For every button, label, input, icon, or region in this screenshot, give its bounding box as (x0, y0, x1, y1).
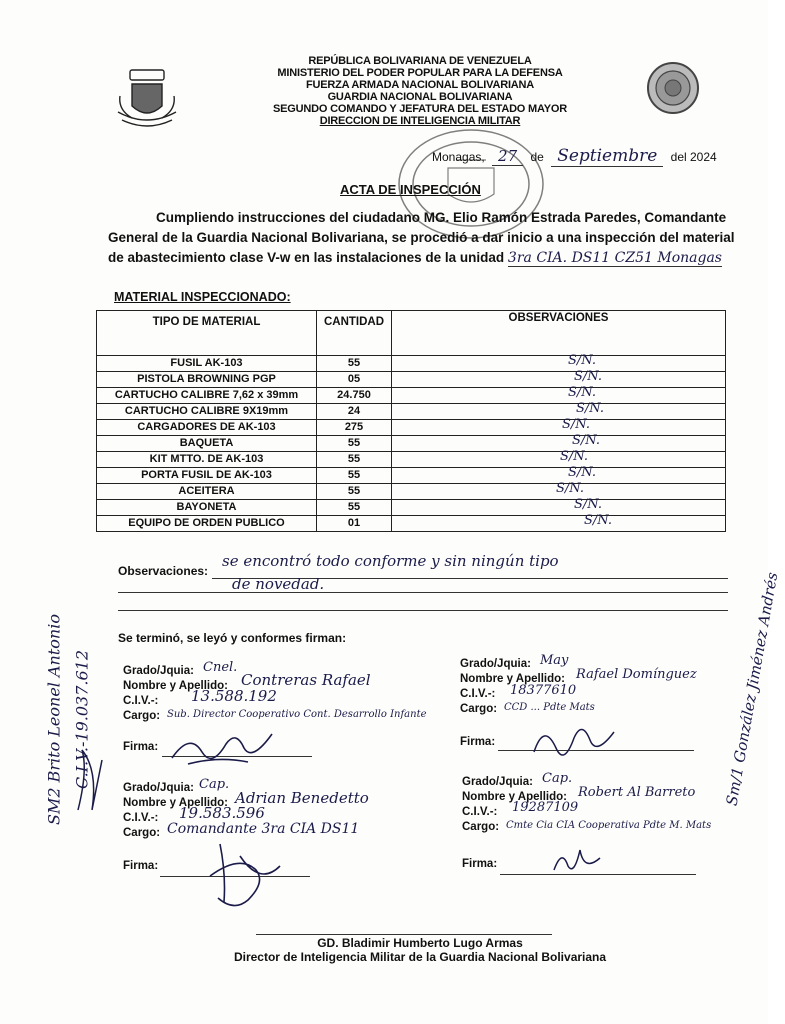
footer-title: Director de Inteligencia Militar de la Guardia Nacional Bolivariana (233, 950, 607, 964)
sig3-position-label: Cargo: (123, 827, 161, 839)
cell-observation (392, 385, 726, 404)
sig2-name-row (460, 667, 730, 687)
intro-paragraph (108, 208, 748, 268)
cell-observation (392, 417, 726, 436)
signature-4-icon (548, 840, 608, 876)
sig2-civ-label: C.I.V.-: (460, 688, 496, 700)
sig2-civ: 18377610 (510, 683, 577, 698)
table-row (97, 356, 726, 372)
sig3-name: Adrian Benedetto (235, 789, 369, 807)
cell-material: BAQUETA (97, 436, 317, 452)
margin-left-line-1: SM2 Brito Leonel Antonio (44, 614, 64, 825)
observation-hand: S/N. (556, 481, 584, 496)
sig1-civ: 13.588.192 (191, 687, 277, 705)
sig2-signature-label: Firma: (460, 736, 496, 748)
cell-material: PORTA FUSIL DE AK-103 (97, 468, 317, 484)
observation-hand: S/N. (560, 449, 588, 464)
document-title: ACTA DE INSPECCIÓN (340, 182, 481, 197)
table-header-row (97, 311, 726, 356)
header-line-3: FUERZA ARMADA NACIONAL BOLIVARIANA (305, 79, 535, 91)
sig4-rank-label: Grado/Jquia: (462, 776, 533, 788)
cell-observation (392, 401, 726, 420)
sig2-name-label: Nombre y Apellido: (460, 673, 565, 685)
observation-hand: S/N. (584, 513, 612, 528)
date-line (432, 146, 717, 166)
sig2-name: Rafael Domínguez (576, 667, 697, 682)
cell-quantity: 55 (317, 356, 392, 372)
cell-quantity: 55 (317, 468, 392, 484)
cell-material: CARTUCHO CALIBRE 9X19mm (97, 404, 317, 420)
intro-text: Cumpliendo instrucciones del ciudadano MG. Elio Ramón Estrada Paredes, Comandante General de la Guardia Nacional Bolivariana, se procedió a dar inicio a una inspección del material de abastecimiento clase V-w en las instalaciones de la unidad (108, 210, 735, 265)
sig1-rank: Cnel. (203, 660, 238, 675)
sig4-position-label: Cargo: (462, 821, 500, 833)
header-line-2: MINISTERIO DEL PODER POPULAR PARA LA DEFENSA (277, 67, 563, 79)
signature-3-icon (200, 836, 290, 910)
sig1-signature-label: Firma: (123, 741, 159, 753)
observation-hand: S/N. (568, 385, 596, 400)
cell-material: CARGADORES DE AK-103 (97, 420, 317, 436)
sig2-position-label: Cargo: (460, 703, 498, 715)
margin-signature-icon (70, 740, 106, 820)
observations-label: Observaciones: (118, 564, 209, 578)
sig4-name-label: Nombre y Apellido: (462, 791, 567, 803)
margin-left-line-2: C.I.V.-19.037.612 (72, 649, 92, 790)
footer-name: GD. Bladimir Humberto Lugo Armas (317, 936, 523, 950)
cell-material: FUSIL AK-103 (97, 356, 317, 372)
footer-signature-line (256, 934, 552, 935)
header-line-1: REPÚBLICA BOLIVARIANA DE VENEZUELA (308, 55, 532, 67)
cell-quantity: 55 (317, 436, 392, 452)
table-row (97, 436, 726, 452)
header-line-5: SEGUNDO COMANDO Y JEFATURA DEL ESTADO MAYOR (273, 103, 567, 115)
section-title: MATERIAL INSPECCIONADO: (114, 290, 291, 304)
table-body (97, 353, 726, 532)
sig2-position-row (460, 702, 730, 717)
sig3-position: Comandante 3ra CIA DS11 (167, 821, 360, 837)
sig2-rank: May (540, 653, 569, 668)
date-day: 27 (492, 147, 523, 166)
table-row (97, 500, 726, 516)
margin-right-line-1: Sm/1 González Jiménez Andrés (722, 570, 782, 808)
observations-line-3 (118, 610, 728, 611)
sig4-position: Cmte Cia CIA Cooperativa Pdte M. Mats (506, 820, 712, 831)
sig4-civ: 19287109 (512, 800, 579, 815)
coat-of-arms-icon (116, 68, 178, 134)
date-place: Monagas, (432, 150, 485, 164)
sig3-rank-label: Grado/Jquia: (123, 782, 194, 794)
signature-2-icon (528, 716, 618, 760)
inventory-table (96, 310, 726, 532)
document-header (210, 55, 630, 127)
sig4-name-row (462, 785, 732, 805)
header-line-4: GUARDIA NACIONAL BOLIVARIANA (327, 91, 513, 103)
table-row (97, 404, 726, 420)
header-line-6: DIRECCION DE INTELIGENCIA MILITAR (319, 115, 521, 127)
cell-quantity: 55 (317, 452, 392, 468)
emblem-seal-icon (646, 58, 700, 120)
sig4-name: Robert Al Barreto (578, 785, 696, 800)
cell-material: ACEITERA (97, 484, 317, 500)
sig2-rank-label: Grado/Jquia: (460, 658, 531, 670)
closing-text: Se terminó, se leyó y conformes firman: (118, 631, 347, 645)
cell-quantity: 05 (317, 372, 392, 388)
sig3-civ-label: C.I.V.-: (123, 812, 159, 824)
cell-quantity: 275 (317, 420, 392, 436)
table-row (97, 484, 726, 500)
sig1-name-label: Nombre y Apellido: (123, 680, 228, 692)
table-row (97, 388, 726, 404)
cell-material: EQUIPO DE ORDEN PUBLICO (97, 516, 317, 532)
cell-observation (392, 513, 726, 532)
sig4-signature-label: Firma: (462, 858, 498, 870)
sig3-signature-label: Firma: (123, 860, 159, 872)
cell-observation (392, 497, 726, 516)
observation-hand: S/N. (574, 369, 602, 384)
observation-hand: S/N. (574, 497, 602, 512)
sig4-rank: Cap. (542, 771, 573, 786)
sig2-position: CCD ... Pdte Mats (504, 702, 595, 713)
cell-material: BAYONETA (97, 500, 317, 516)
observations-hand-2: de novedad. (232, 575, 325, 593)
table-row (97, 420, 726, 436)
cell-material: KIT MTTO. DE AK-103 (97, 452, 317, 468)
header-quantity: CANTIDAD (317, 311, 392, 356)
sig1-position-row (123, 709, 453, 724)
sig1-position-label: Cargo: (123, 710, 161, 722)
sig2-civ-row (460, 683, 730, 702)
table-row (97, 372, 726, 388)
sig4-position-row (462, 820, 732, 835)
cell-quantity: 55 (317, 484, 392, 500)
sig1-name: Contreras Rafael (241, 671, 371, 689)
sig4-civ-label: C.I.V.-: (462, 806, 498, 818)
observation-hand: S/N. (572, 433, 600, 448)
cell-quantity: 01 (317, 516, 392, 532)
date-de: de (530, 150, 544, 164)
table-row (97, 452, 726, 468)
observations-line-2 (118, 592, 728, 593)
date-month: Septiembre (551, 146, 663, 167)
cell-observation (392, 481, 726, 500)
cell-quantity: 24.750 (317, 388, 392, 404)
sig1-position: Sub. Director Cooperativo Cont. Desarrollo Infante (167, 709, 427, 720)
cell-observation (392, 449, 726, 468)
observations-hand-1: se encontró todo conforme y sin ningún tipo (222, 552, 559, 570)
observation-hand: S/N. (568, 353, 596, 368)
signature-1-icon (168, 724, 278, 770)
sig3-civ: 19.583.596 (179, 804, 265, 822)
sig1-rank-label: Grado/Jquia: (123, 665, 194, 677)
sig3-rank: Cap. (199, 777, 230, 792)
header-observations: OBSERVACIONES (392, 311, 726, 356)
table-row (97, 468, 726, 484)
cell-quantity: 55 (317, 500, 392, 516)
cell-material: CARTUCHO CALIBRE 7,62 x 39mm (97, 388, 317, 404)
sig3-name-row (123, 789, 453, 811)
table-row (97, 516, 726, 532)
sig1-civ-label: C.I.V.-: (123, 695, 159, 707)
observation-hand: S/N. (568, 465, 596, 480)
cell-observation (392, 369, 726, 388)
sig3-name-label: Nombre y Apellido: (123, 797, 228, 809)
observation-hand: S/N. (562, 417, 590, 432)
footer (200, 936, 640, 964)
cell-observation (392, 353, 726, 372)
cell-quantity: 24 (317, 404, 392, 420)
cell-observation (392, 433, 726, 452)
cell-material: PISTOLA BROWNING PGP (97, 372, 317, 388)
observation-hand: S/N. (576, 401, 604, 416)
header-material: TIPO DE MATERIAL (97, 311, 317, 356)
intro-unit-hand: 3ra CIA. DS11 CZ51 Monagas (507, 250, 722, 266)
date-year: del 2024 (670, 150, 717, 164)
